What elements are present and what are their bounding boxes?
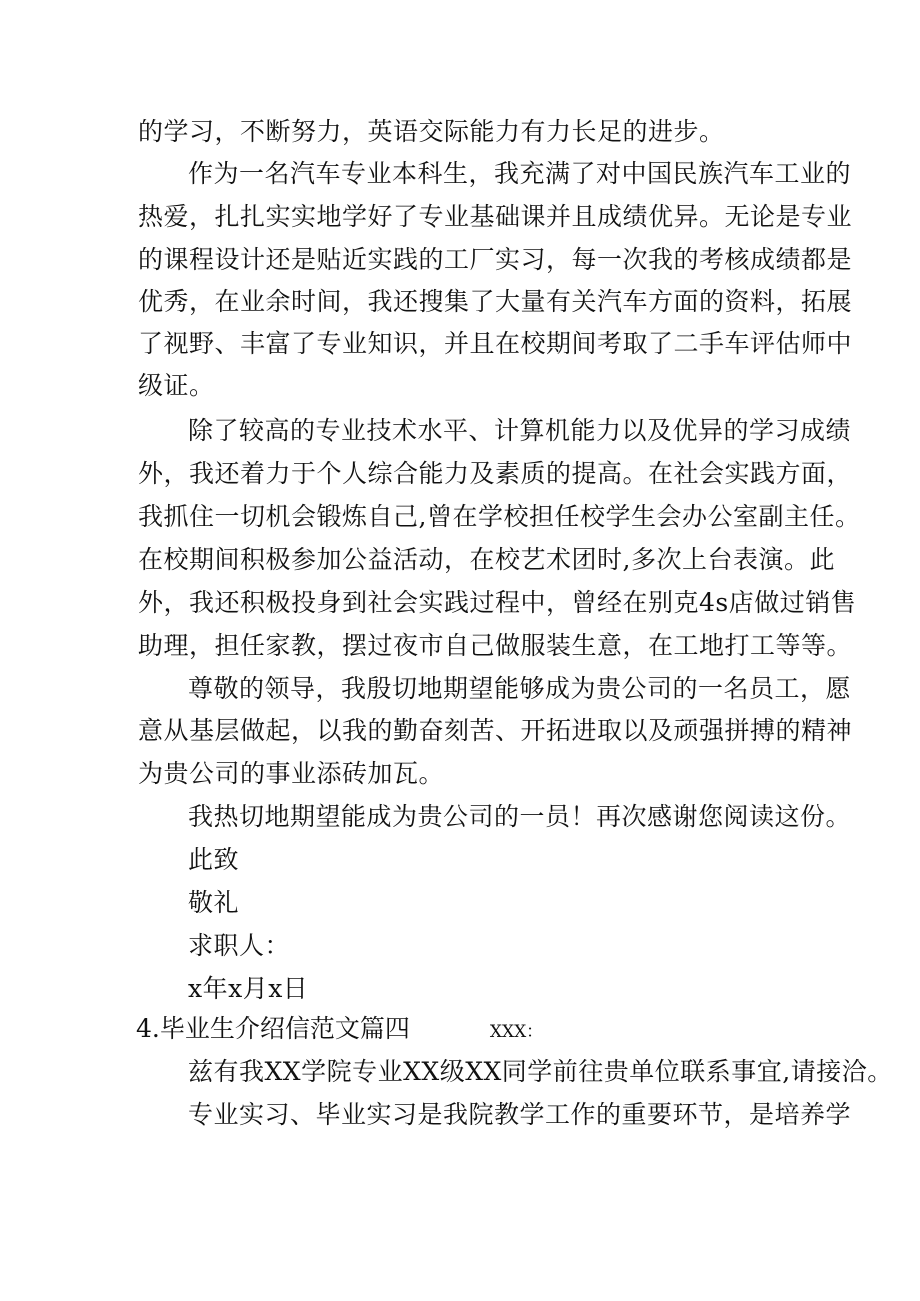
- date-line: x年x月x日: [188, 974, 309, 1003]
- recipient-name: XXX：: [489, 1022, 544, 1042]
- paragraph-line: 助理，担任家教，摆过夜市自己做服装生意，在工地打工等等。: [138, 631, 853, 660]
- closing-regards: 敬礼: [188, 888, 240, 917]
- paragraph-line: 专业实习、毕业实习是我院教学工作的重要环节，是培养学: [188, 1100, 852, 1129]
- closing-salutation: 此致: [188, 845, 240, 874]
- paragraph-line: 在校期间积极参加公益活动，在校艺术团时,多次上台表演。此: [138, 545, 835, 574]
- paragraph-line: 了视野、丰富了专业知识，并且在校期间考取了二手车评估师中: [138, 329, 853, 358]
- paragraph-line: 优秀，在业余时间，我还搜集了大量有关汽车方面的资料，拓展: [138, 287, 853, 316]
- paragraph-line: 我热切地期望能成为贵公司的一员！再次感谢您阅读这份。: [188, 802, 852, 831]
- signature-label: 求职人：: [188, 931, 291, 960]
- paragraph-line: 级证。: [138, 371, 215, 400]
- paragraph-line: 外，我还积极投身到社会实践过程中，曾经在别克4s店做过销售: [138, 588, 857, 617]
- paragraph-line: 为贵公司的事业添砖加瓦。: [138, 759, 445, 788]
- paragraph-line: 热爱，扎扎实实地学好了专业基础课并且成绩优异。无论是专业: [138, 202, 853, 231]
- section-title: 4.毕业生介绍信范文篇四: [136, 1014, 410, 1043]
- paragraph-line: 的课程设计还是贴近实践的工厂实习，每一次我的考核成绩都是: [138, 245, 853, 274]
- section-heading-row: [136, 1014, 543, 1047]
- paragraph-line: 兹有我XX学院专业XX级XX同学前往贵单位联系事宜,请接洽。: [188, 1057, 893, 1086]
- paragraph-line: 我抓住一切机会锻炼自己,曾在学校担任校学生会办公室副主任。: [138, 502, 861, 531]
- paragraph-line: 作为一名汽车专业本科生，我充满了对中国民族汽车工业的: [188, 159, 852, 188]
- paragraph-continuation: 的学习，不断努力，英语交际能力有力长足的进步。: [138, 117, 725, 146]
- paragraph-line: 外，我还着力于个人综合能力及素质的提高。在社会实践方面，: [138, 459, 853, 488]
- paragraph-line: 尊敬的领导，我殷切地期望能够成为贵公司的一名员工，愿: [188, 674, 852, 703]
- paragraph-line: 除了较高的专业技术水平、计算机能力以及优异的学习成绩: [188, 416, 852, 445]
- paragraph-line: 意从基层做起，以我的勤奋刻苦、开拓进取以及顽强拼搏的精神: [138, 716, 853, 745]
